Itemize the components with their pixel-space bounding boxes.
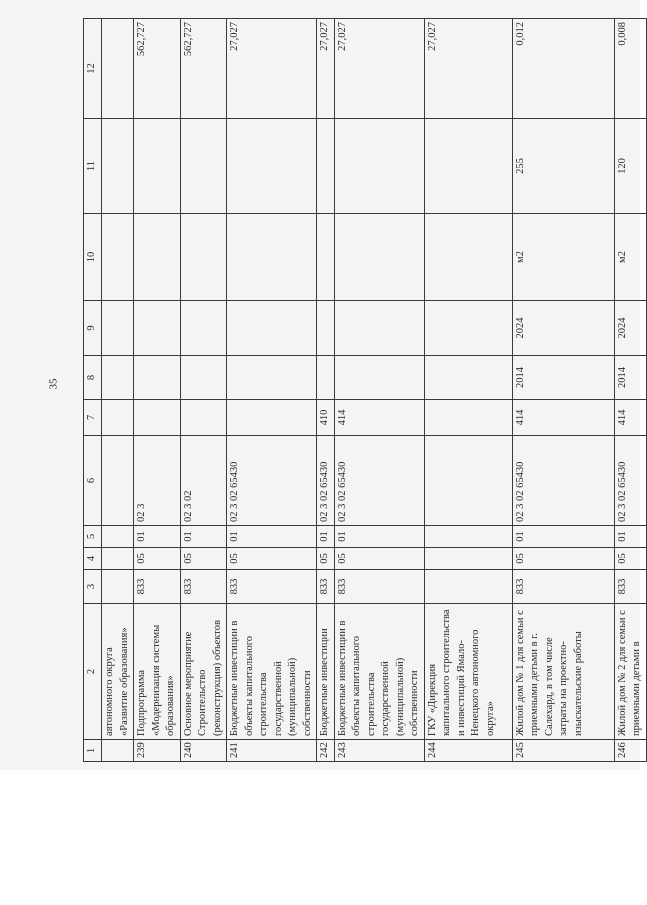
table-cell	[424, 548, 512, 570]
table-cell: 27,027	[317, 19, 335, 119]
table-row	[180, 19, 227, 762]
table-cell: 02 3 02	[180, 436, 227, 526]
table-cell: Жилой дом № 1 для семьи с приемными детьми в г. Салехард, в том числе затраты на проектно-изыскательские работы	[512, 604, 614, 740]
table-cell	[102, 356, 134, 400]
table-cell	[102, 301, 134, 356]
header-cell: 4	[84, 548, 102, 570]
row-number-cell: 245	[512, 740, 614, 762]
table-cell: 27,027	[424, 19, 512, 119]
table-cell: 833	[180, 570, 227, 604]
table-cell: 414	[334, 400, 424, 436]
table-cell: 414	[512, 400, 614, 436]
table-cell	[102, 214, 134, 301]
table-cell: 833	[614, 570, 646, 604]
table-cell	[227, 301, 317, 356]
table-cell	[317, 356, 335, 400]
table-cell	[102, 119, 134, 214]
table-cell	[102, 19, 134, 119]
table-cell: 05	[134, 548, 181, 570]
table-cell: Бюджетные инвестиции в объекты капитального строительства государственной (муниципальной) собственности	[334, 604, 424, 740]
table-cell	[102, 570, 134, 604]
row-number-cell: 240	[180, 740, 227, 762]
table-cell: 02 3	[134, 436, 181, 526]
table-cell: 0,008	[614, 19, 646, 119]
row-number-cell: 243	[334, 740, 424, 762]
table-cell	[317, 214, 335, 301]
table-cell: 2024	[512, 301, 614, 356]
header-cell: 8	[84, 356, 102, 400]
table-cell	[180, 400, 227, 436]
table-cell: 05	[512, 548, 614, 570]
table-row	[614, 19, 646, 762]
table-row	[102, 19, 134, 762]
table-row	[227, 19, 317, 762]
table-cell	[134, 119, 181, 214]
table-cell	[102, 526, 134, 548]
table-row	[134, 19, 181, 762]
table-cell	[424, 301, 512, 356]
table-cell: 05	[317, 548, 335, 570]
budget-table-rotated	[83, 19, 642, 762]
table-header-row	[84, 19, 102, 762]
page-number: 35	[47, 378, 60, 390]
table-cell: 02 3 02 65430	[317, 436, 335, 526]
table-cell: ГКУ «Дирекция капитального строительства и инвестиций Ямало-Ненецкого автономного округа»	[424, 604, 512, 740]
header-cell: 1	[84, 740, 102, 762]
row-number-cell: 242	[317, 740, 335, 762]
table-cell	[180, 214, 227, 301]
budget-table	[83, 18, 647, 762]
table-cell	[424, 400, 512, 436]
table-cell	[317, 301, 335, 356]
table-cell: 01	[180, 526, 227, 548]
table-cell: 27,027	[334, 19, 424, 119]
table-row	[334, 19, 424, 762]
table-cell	[180, 301, 227, 356]
table-cell: 833	[334, 570, 424, 604]
table-cell: автономного округа «Развитие образования»	[102, 604, 134, 740]
table-cell: 833	[227, 570, 317, 604]
header-cell: 6	[84, 436, 102, 526]
header-cell: 11	[84, 119, 102, 214]
header-cell: 2	[84, 604, 102, 740]
table-cell	[227, 214, 317, 301]
table-row	[512, 19, 614, 762]
table-cell	[424, 436, 512, 526]
header-cell: 9	[84, 301, 102, 356]
table-cell	[317, 119, 335, 214]
header-cell: 3	[84, 570, 102, 604]
table-cell: 01	[134, 526, 181, 548]
table-cell	[227, 119, 317, 214]
table-cell	[424, 570, 512, 604]
table-cell	[424, 526, 512, 548]
table-cell: Бюджетные инвестиции в объекты капитального строительства государственной (муниципальной) собственности	[227, 604, 317, 740]
table-cell: Подпрограмма «Модернизация системы образования»	[134, 604, 181, 740]
row-number-cell: 244	[424, 740, 512, 762]
table-cell: 833	[512, 570, 614, 604]
table-cell: 27,027	[227, 19, 317, 119]
table-cell: 01	[317, 526, 335, 548]
table-cell: 05	[180, 548, 227, 570]
table-cell	[180, 356, 227, 400]
table-cell: 2024	[614, 301, 646, 356]
table-cell: 120	[614, 119, 646, 214]
table-cell: 02 3 02 65430	[227, 436, 317, 526]
table-cell: 02 3 02 65430	[614, 436, 646, 526]
table-cell	[424, 356, 512, 400]
table-cell: 05	[334, 548, 424, 570]
table-cell	[102, 548, 134, 570]
table-cell: 02 3 02 65430	[334, 436, 424, 526]
table-cell: 01	[614, 526, 646, 548]
row-number-cell	[102, 740, 134, 762]
table-cell: 2014	[614, 356, 646, 400]
table-cell	[424, 119, 512, 214]
table-cell	[134, 214, 181, 301]
table-cell: 05	[227, 548, 317, 570]
table-cell	[134, 356, 181, 400]
table-cell: м2	[512, 214, 614, 301]
table-row	[424, 19, 512, 762]
table-cell: 01	[512, 526, 614, 548]
table-cell: 833	[134, 570, 181, 604]
header-cell: 12	[84, 19, 102, 119]
table-cell: 414	[614, 400, 646, 436]
table-cell	[334, 119, 424, 214]
table-cell: м2	[614, 214, 646, 301]
table-cell: 833	[317, 570, 335, 604]
table-cell	[334, 214, 424, 301]
table-cell	[134, 301, 181, 356]
table-cell: 2014	[512, 356, 614, 400]
table-cell: 01	[334, 526, 424, 548]
table-cell	[134, 400, 181, 436]
table-cell	[180, 119, 227, 214]
table-cell: Жилой дом № 2 для семьи с приемными детьми в	[614, 604, 646, 740]
table-cell: 562,727	[180, 19, 227, 119]
table-cell: Основное мероприятие Строительство (реконструкция) объектов	[180, 604, 227, 740]
table-cell: 01	[227, 526, 317, 548]
header-cell: 10	[84, 214, 102, 301]
table-cell	[424, 214, 512, 301]
table-cell: 562,727	[134, 19, 181, 119]
table-cell: 410	[317, 400, 335, 436]
table-cell	[227, 400, 317, 436]
table-cell: 05	[614, 548, 646, 570]
table-cell	[227, 356, 317, 400]
row-number-cell: 246	[614, 740, 646, 762]
table-row	[317, 19, 335, 762]
header-cell: 5	[84, 526, 102, 548]
row-number-cell: 241	[227, 740, 317, 762]
table-cell	[334, 301, 424, 356]
table-cell: 0,012	[512, 19, 614, 119]
table-cell: 02 3 02 65430	[512, 436, 614, 526]
row-number-cell: 239	[134, 740, 181, 762]
table-cell: 255	[512, 119, 614, 214]
table-cell	[334, 356, 424, 400]
table-cell: Бюджетные инвестиции	[317, 604, 335, 740]
table-cell	[102, 400, 134, 436]
table-cell	[102, 436, 134, 526]
header-cell: 7	[84, 400, 102, 436]
